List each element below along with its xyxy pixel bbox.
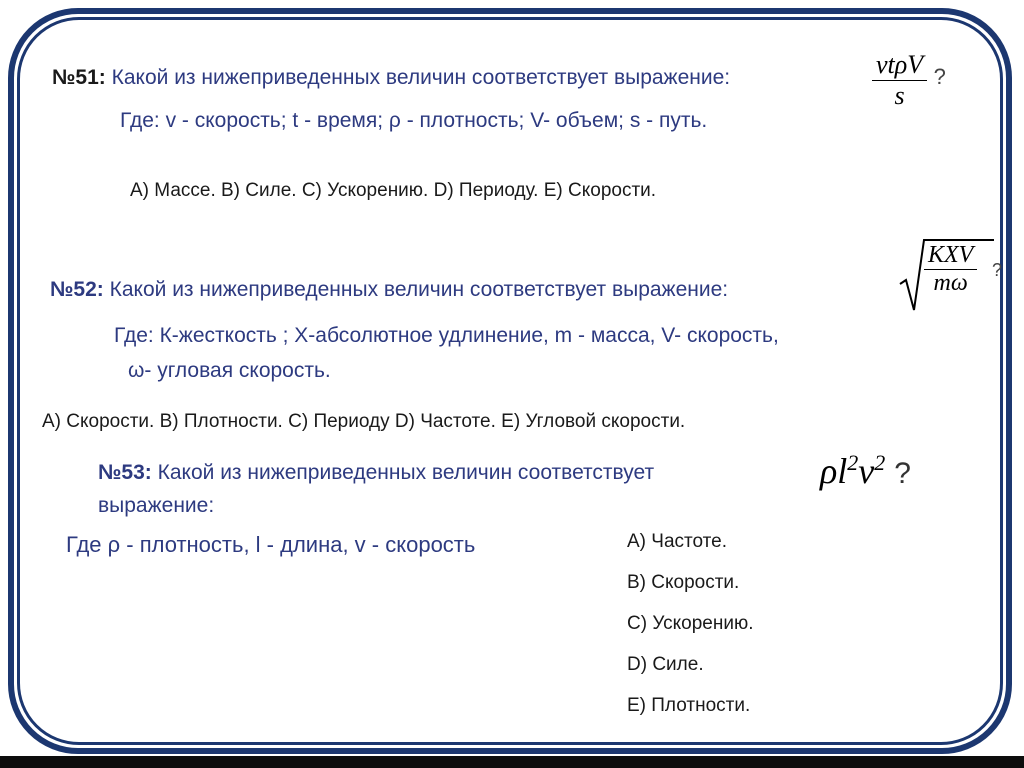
q51-formula-numerator: vtρV bbox=[876, 50, 924, 79]
q53-formula bbox=[820, 450, 911, 492]
q51-where: Где: v - скорость; t - время; ρ - плотность; V- объем; s - путь. bbox=[120, 109, 708, 132]
q52-answers: A) Скорости. B) Плотности. C) Периоду D) Частоте. E) Угловой скорости. bbox=[42, 411, 686, 432]
q51-formula-qmark: ? bbox=[933, 64, 946, 90]
q53-formula-exp2: 2 bbox=[874, 450, 886, 475]
q53-formula-qmark: ? bbox=[894, 457, 911, 490]
q53-formula-v: v bbox=[858, 451, 875, 491]
q52-formula-numerator: KXV bbox=[928, 242, 974, 268]
q53-question-line1: Какой из нижеприведенных величин соответствует bbox=[157, 461, 655, 484]
q53-formula-base: ρl bbox=[820, 451, 848, 491]
q53-answer-d: D) Силе. bbox=[627, 654, 704, 675]
q52-number: №52: bbox=[50, 278, 104, 301]
q53-number: №53: bbox=[98, 461, 152, 484]
q52-formula-denominator: mω bbox=[924, 269, 977, 297]
q53-where: Где ρ - плотность, l - длина, v - скорость bbox=[66, 532, 476, 557]
q53-heading-line1 bbox=[98, 461, 654, 485]
q51-question: Какой из нижеприведенных величин соответствует выражение: bbox=[111, 66, 731, 89]
q51-formula-denominator: s bbox=[872, 80, 927, 111]
q51-heading bbox=[52, 66, 730, 90]
q51-formula bbox=[872, 50, 946, 111]
q52-question: Какой из нижеприведенных величин соответствует выражение: bbox=[109, 278, 729, 301]
q52-where-line2: ω- угловая скорость. bbox=[128, 359, 331, 382]
q52-where-line1: Где: К-жесткость ; Х-абсолютное удлинение, m - масса, V- скорость, bbox=[114, 324, 779, 347]
q51-answers: A) Массе. B) Силе. C) Ускорению. D) Периоду. E) Скорости. bbox=[130, 180, 657, 201]
q53-formula-exp1: 2 bbox=[847, 450, 859, 475]
q53-answer-b: B) Скорости. bbox=[627, 572, 740, 593]
q53-answer-a: A) Частоте. bbox=[627, 531, 727, 552]
q52-formula-qmark: ? bbox=[992, 260, 1003, 280]
q51-number: №51: bbox=[52, 66, 106, 89]
q52-heading bbox=[50, 278, 728, 302]
bottom-bar bbox=[0, 756, 1024, 768]
q53-answer-e: E) Плотности. bbox=[627, 695, 751, 716]
q53-answer-c: C) Ускорению. bbox=[627, 613, 754, 634]
q53-question-line2: выражение: bbox=[98, 494, 215, 517]
